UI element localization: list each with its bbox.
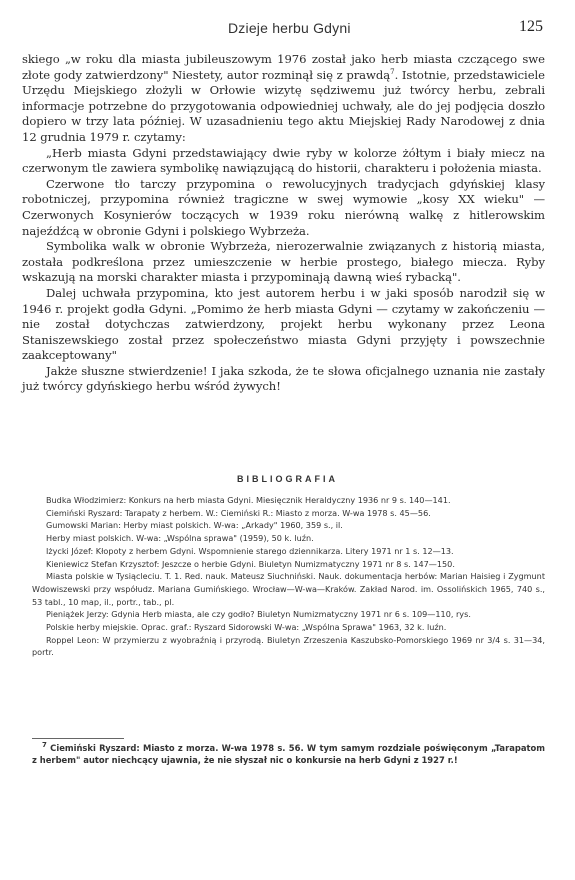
footnote-reference: 7 [390,67,395,76]
paragraph: „Herb miasta Gdyni przedstawiający dwie ryby w kolorze żółtym i biały miecz na czerwonym tle zawiera symbolikę nawiązującą do historii, charakteru i położenia miasta. [22,145,545,176]
footnote-text: Ciemiński Ryszard: Miasto z morza. W-wa 1978 s. 56. W tym samym rozdziale poświęconym „Tarapatom z herbem" autor niechcący ujawnia, że nie słyszał nic o konkursie na herb Gdyni z 1927 r.! [32,743,545,766]
footnote-marker: 7 [42,741,47,750]
bibliography-entry: Miasta polskie w Tysiącleciu. T. 1. Red. nauk. Mateusz Siuchniński. Nauk. dokumentacja herbów: Marian Haisieg i Zygmunt Wdowiszewski przy współudz. Mariana Gumińskiego. Wrocław—W-wa—Kraków. Zakład Narod. im. Ossolińskich 1965, 740 s., 53 tabl., 10 map, il., portr., tab., pl. [32,571,545,607]
footnote [32,742,545,767]
paragraph [22,52,545,146]
paragraph: Jakże słuszne stwierdzenie! I jaka szkoda, że te słowa oficjalnego uznania nie zastały już twórcy gdyńskiego herbu wśród żywych! [22,363,545,394]
running-title: Dzieje herbu Gdyni [228,20,351,36]
bibliography-entry: Ciemiński Ryszard: Tarapaty z herbem. W.: Ciemiński R.: Miasto z morza. W-wa 1978 s. 45—56. [46,507,431,518]
paragraph-text: . Istotnie, przedstawiciele Urzędu Miejskiego złożyli w Orłowie wizytę sędziwemu już twórcy herbu, zebrali informacje potrzebne do przygotowania odpowiedniej uchwały, ale do jej podjęcia doszło dopiero w trzy lata później. W uzasadnieniu tego aktu Miejskiej Rady Narodowej z dnia 12 grudnia 1979 r. czytamy: [22,67,545,144]
bibliography-entry: Roppel Leon: W przymierzu z wyobraźnią i przyrodą. Biuletyn Zrzeszenia Kaszubsko-Pomorskiego 1969 nr 3/4 s. 31—34, portr. [32,634,545,658]
bibliography-entry: Gumowski Marian: Herby miast polskich. W-wa: „Arkady" 1960, 359 s., il. [46,520,343,531]
footnote-divider [32,738,124,739]
paragraph-text: skiego „w roku dla miasta jubileuszowym 1976 został jako herb miasta czczącego swe złote gody zatwierdzony" Niestety, autor rozminął się z prawdą [22,52,545,82]
bibliography-heading: BIBLIOGRAFIA [237,474,338,484]
bibliography-entry: Herby miast polskich. W-wa: „Wspólna sprawa" (1959), 50 k. luźn. [46,533,314,544]
page-header [0,20,575,42]
bibliography-list [32,494,545,659]
main-text [22,52,545,395]
page-number: 125 [519,18,543,35]
bibliography-entry: Polskie herby miejskie. Oprac. graf.: Ryszard Sidorowski W-wa: „Wspólna Sprawa" 1963, 32 k. luźn. [46,622,447,633]
bibliography-entry: Budka Włodzimierz: Konkurs na herb miasta Gdyni. Miesięcznik Heraldyczny 1936 nr 9 s. 140—141. [46,495,451,505]
bibliography-entry: Kieniewicz Stefan Krzysztof: Jeszcze o herbie Gdyni. Biuletyn Numizmatyczny 1971 nr 8 s. 147—150. [46,558,455,569]
paragraph: Dalej uchwała przypomina, kto jest autorem herbu i w jaki sposób narodził się w 1946 r. projekt godła Gdyni. „Pomimo że herb miasta Gdyni — czytamy w zakończeniu — nie został dotychczas zatwierdzony, projekt herbu wykonany przez Leona Staniszewskiego został przez społeczeństwo miasta Gdyni przyjęty i powszechnie zaakceptowany" [22,285,545,363]
paragraph: Czerwone tło tarczy przypomina o rewolucyjnych tradycjach gdyńskiej klasy robotniczej, przypomina również tragiczne w swej wymowie „kosy XX wieku" — Czerwonych Kosynierów toczących w 1939 roku nierówną walkę z hitlerowskim najeźdźcą w obronie Gdyni i polskiego Wybrzeża. [22,176,545,238]
bibliography-entry: Iżycki Józef: Kłopoty z herbem Gdyni. Wspomnienie starego dziennikarza. Litery 1971 nr 1 s. 12—13. [46,545,454,556]
bibliography-entry: Pieniążek Jerzy: Gdynia Herb miasta, ale czy godło? Biuletyn Numizmatyczny 1971 nr 6 s. 109—110, rys. [46,609,471,620]
paragraph: Symbolika walk w obronie Wybrzeża, nierozerwalnie związanych z historią miasta, została podkreślona przez umieszczenie w herbie prostego, białego miecza. Ryby wskazują na morski charakter miasta i przypominają dawną wieś rybacką". [22,239,545,285]
